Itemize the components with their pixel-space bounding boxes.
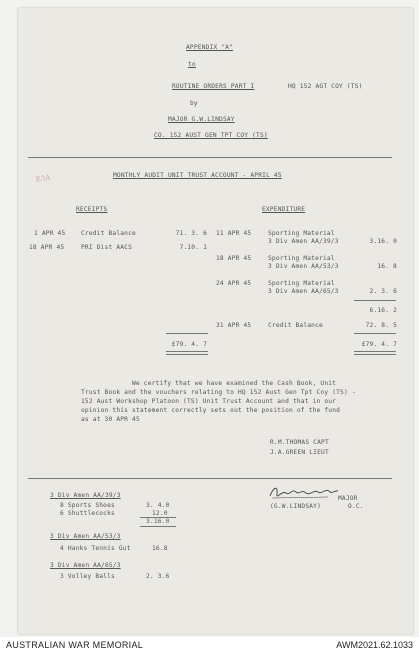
amen-total: 3.16.0 <box>146 518 170 525</box>
major-name: MAJOR G.W.LINDSAY <box>168 116 235 123</box>
divider <box>28 478 392 479</box>
closing-date: 31 APR 45 <box>216 322 252 329</box>
total-rule-left <box>166 333 208 334</box>
total-right: £79. 4. 7 <box>361 341 397 348</box>
signature-rank: MAJOR <box>338 495 358 502</box>
routine-orders-line: ROUTINE ORDERS PART I <box>172 83 255 90</box>
to-line: to <box>188 61 196 68</box>
expenditure-desc: Sporting Material <box>268 230 335 237</box>
signature-role: O.C. <box>348 503 364 510</box>
signer: R.M.THOMAS CAPT <box>270 439 329 446</box>
account-title: MONTHLY AUDIT UNIT TRUST ACCOUNT - APRIL 45 <box>113 172 282 179</box>
expenditure-date: 11 APR 45 <box>216 230 252 237</box>
amen-amount: 16.8 <box>152 545 168 552</box>
closing-desc: Credit Balance <box>268 322 323 329</box>
expenditure-desc: Sporting Material <box>268 255 335 262</box>
signature-name: (G.W.LINDSAY) <box>270 503 322 510</box>
expenditure-heading: EXPENDITURE <box>262 206 306 213</box>
expenditure-amount: 2. 3. 6 <box>369 288 397 295</box>
receipt-desc: Credit Balance <box>81 230 136 237</box>
receipt-amount: 7.10. 1 <box>179 244 207 251</box>
amen-amount: 3. 4.0 <box>146 502 170 509</box>
signer: J.A.GREEN LIEUT <box>270 449 329 456</box>
total-left: £79. 4. 7 <box>171 341 207 348</box>
amen-reference: 3 Div Amen AA/39/3 <box>50 492 121 499</box>
document-page <box>18 8 413 634</box>
receipt-desc: PRI Dist AACS <box>81 244 133 251</box>
archive-name: AUSTRALIAN WAR MEMORIAL <box>6 640 144 650</box>
handwritten-signature <box>268 484 346 502</box>
archive-footer <box>0 637 419 653</box>
expenditure-desc: Sporting Material <box>268 280 335 287</box>
amen-amount: 2. 3.6 <box>146 573 170 580</box>
amen-item: 6 Shuttlecocks <box>60 510 115 517</box>
expenditure-amount: 3.16. 0 <box>369 238 397 245</box>
receipts-heading: RECEIPTS <box>76 206 108 213</box>
company-line: CO. 152 AUST GEN TPT COY (TS) <box>154 132 268 139</box>
register-stamp: E3A <box>35 173 51 184</box>
closing-amount: 72. 8. 5 <box>365 322 397 329</box>
certificate-line: 152 Aust Workshop Platoon (TS) Unit Trust Account and that in our <box>81 398 337 405</box>
double-rule-right <box>354 351 396 355</box>
certificate-line: Trust Book and the vouchers relating to HQ 152 Aust Gen Tpt Coy (TS) - <box>81 389 356 396</box>
total-rule-right <box>354 333 396 334</box>
amen-reference: 3 Div Amen AA/65/3 <box>50 562 121 569</box>
expenditure-desc: 3 Div Amen AA/65/3 <box>268 288 339 295</box>
appendix-heading: APPENDIX "A" <box>186 44 234 51</box>
hq-reference: HQ 152 AGT COY (TS) <box>288 83 363 90</box>
expenditure-date: 24 APR 45 <box>216 280 252 287</box>
certificate-line: opinion this statement correctly sets out the position of the fund <box>81 407 341 414</box>
archive-reference: AWM2021.62.1033 <box>336 640 413 650</box>
double-rule-left <box>166 351 208 355</box>
amen-item: 8 Sports Shoes <box>60 502 115 509</box>
subtotal-rule <box>354 300 396 301</box>
expenditure-amount: 16. 8 <box>377 263 397 270</box>
divider <box>28 157 392 158</box>
amen-rule <box>140 526 176 527</box>
amen-reference: 3 Div Amen AA/53/3 <box>50 533 121 540</box>
certificate-line: as at 30 APR 45 <box>81 416 140 423</box>
receipt-date: 1 APR 45 <box>34 230 66 237</box>
expenditure-date: 18 APR 45 <box>216 255 252 262</box>
amen-amount: 12.0 <box>152 510 168 517</box>
expenditure-desc: 3 Div Amen AA/53/3 <box>268 263 339 270</box>
certificate-line: We certify that we have examined the Cash Book, Unit <box>132 380 337 387</box>
expenditure-subtotal: 6.16. 2 <box>369 307 397 314</box>
amen-item: 3 Volley Balls <box>60 573 115 580</box>
by-line: by <box>190 100 198 107</box>
receipt-date: 18 APR 45 <box>29 244 65 251</box>
expenditure-desc: 3 Div Amen AA/39/3 <box>268 238 339 245</box>
amen-item: 4 Hanks Tennis Gut <box>60 545 131 552</box>
receipt-amount: 71. 3. 6 <box>175 230 207 237</box>
